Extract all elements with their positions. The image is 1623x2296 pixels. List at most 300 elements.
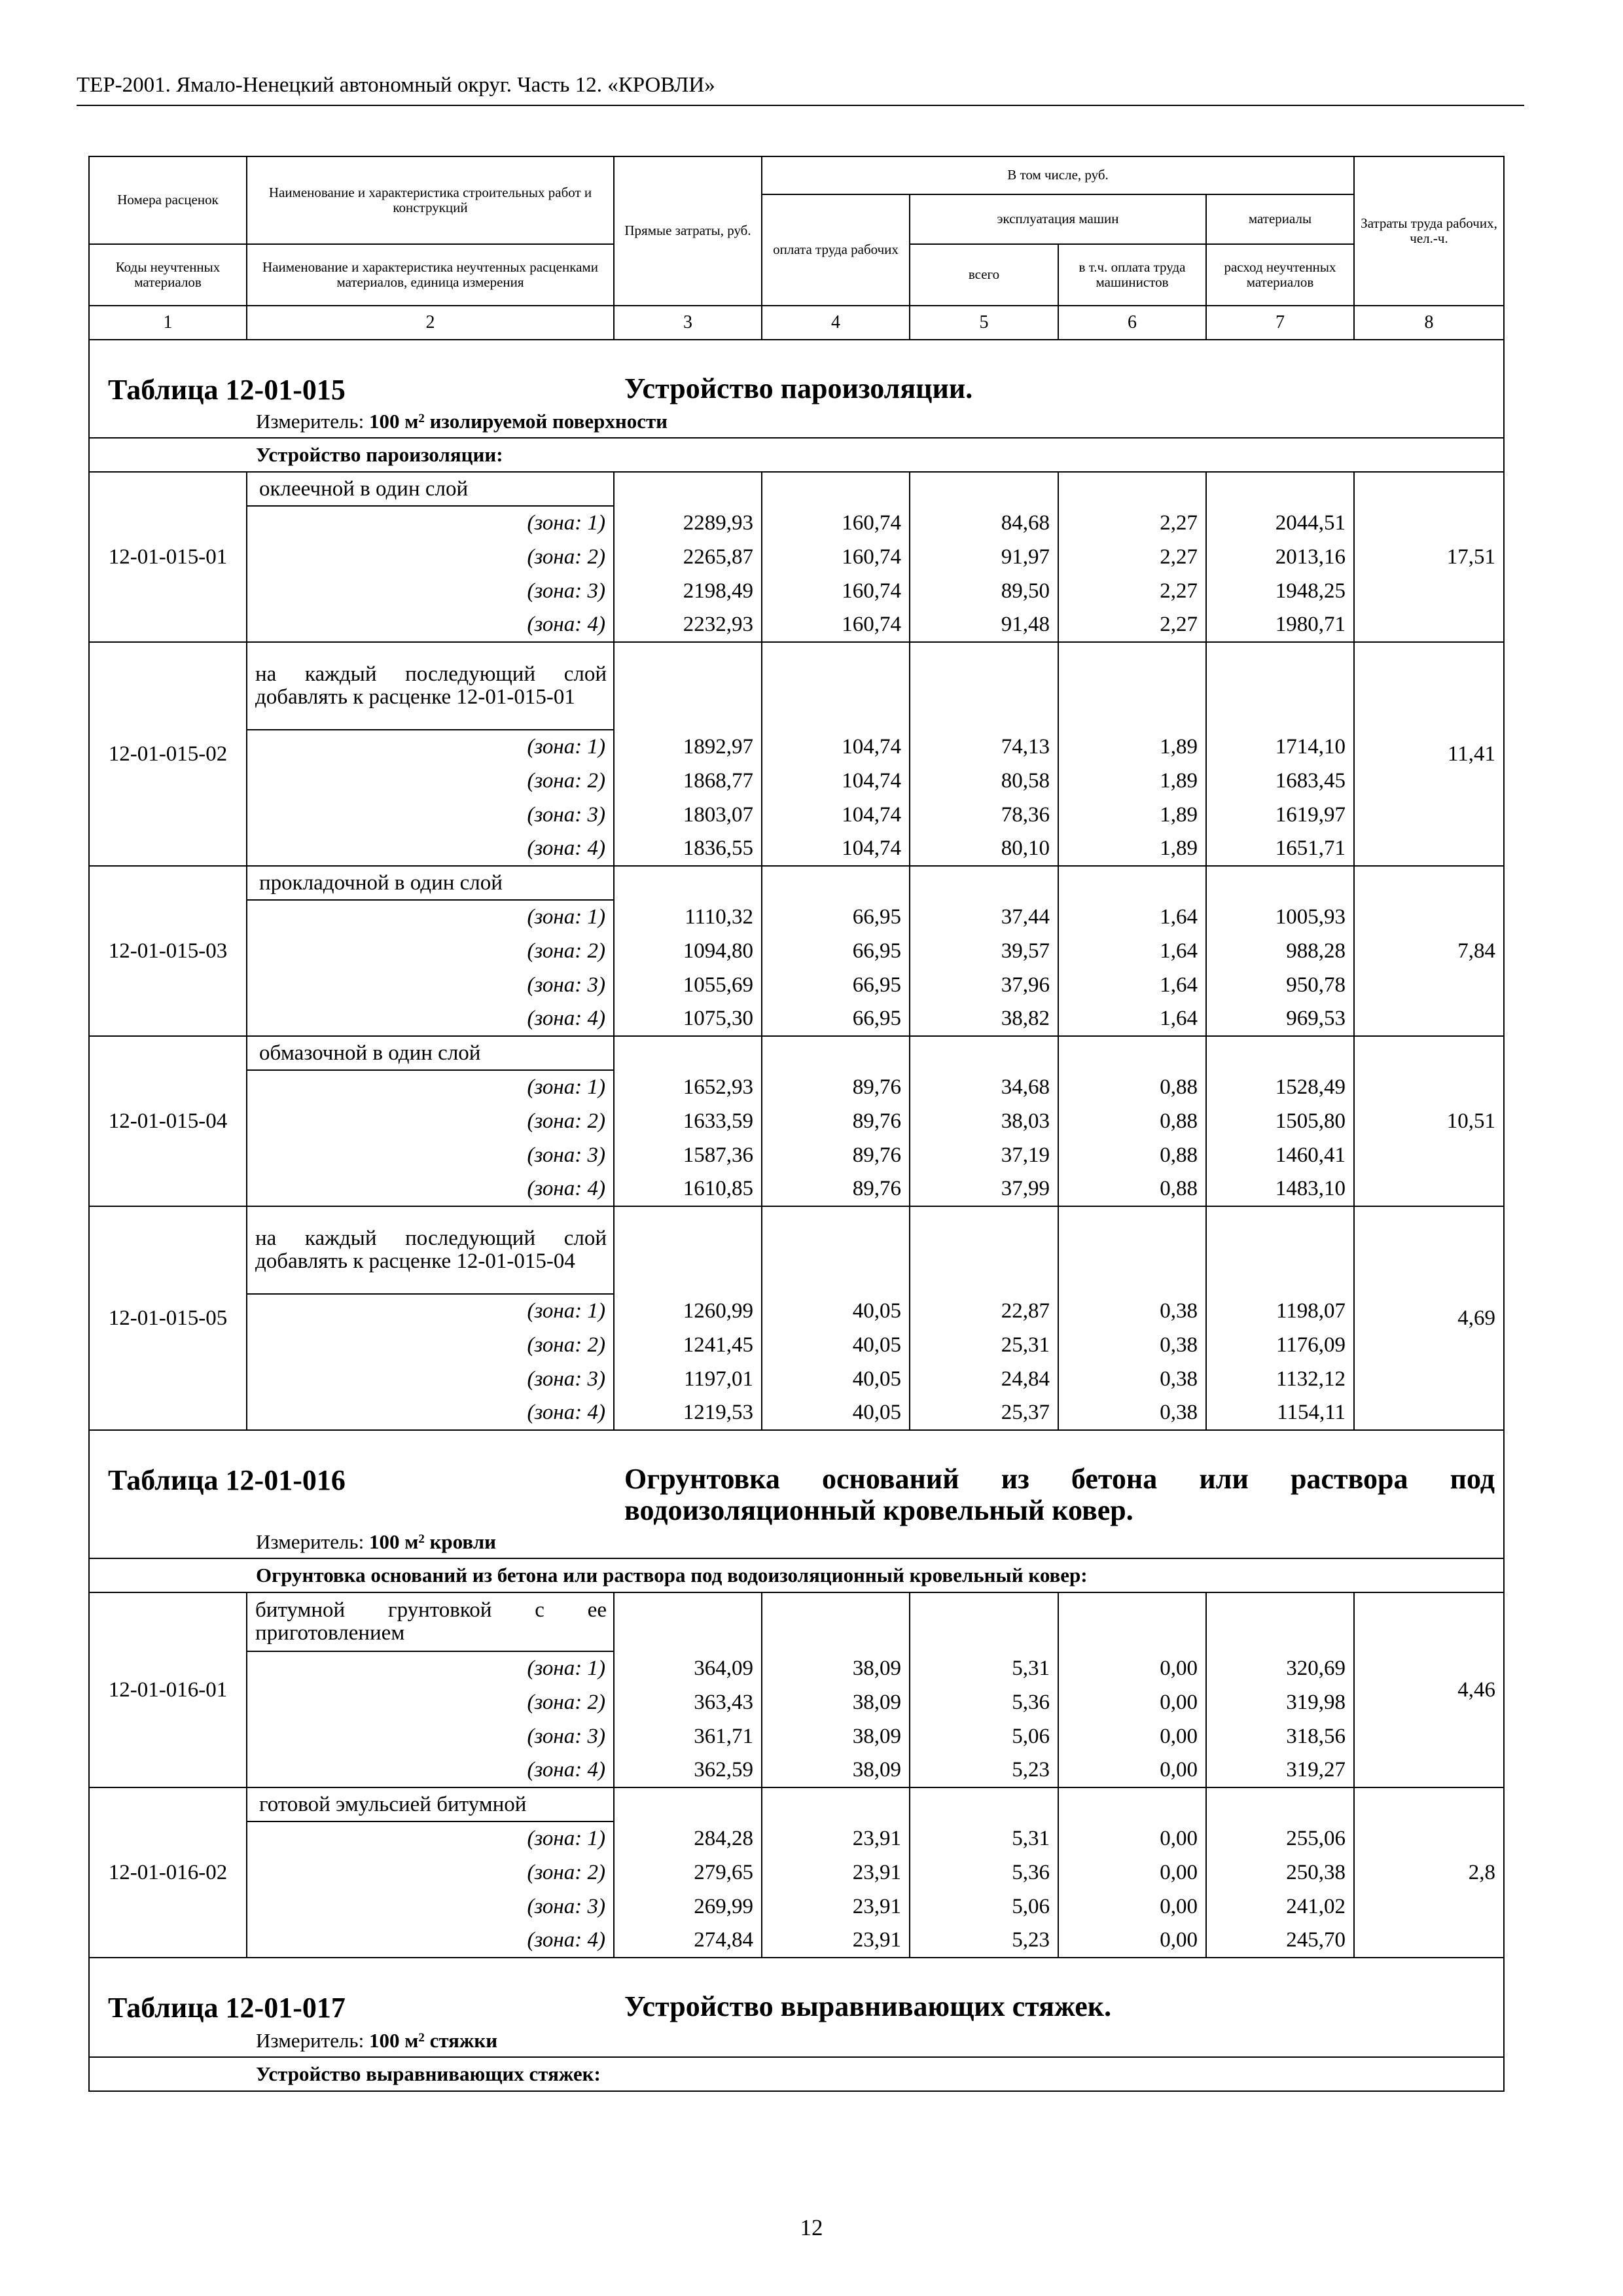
column-number: 3 — [614, 306, 762, 340]
direct-cost: 284,28 — [614, 1821, 762, 1856]
zone-label: (зона: 3) — [247, 1138, 614, 1172]
machines-total: 34,68 — [910, 1070, 1058, 1104]
table-row — [89, 1172, 1504, 1206]
machines-total: 5,36 — [910, 1856, 1058, 1890]
work-description: оклеечной в один слой — [247, 472, 614, 506]
table-unit — [256, 2029, 497, 2053]
header-labor-pay: оплата труда рабочих — [762, 194, 910, 306]
column-number: 2 — [247, 306, 614, 340]
direct-cost: 1110,32 — [614, 900, 762, 934]
materials: 320,69 — [1206, 1651, 1354, 1685]
direct-cost: 1055,69 — [614, 968, 762, 1002]
machines-labor-pay: 0,00 — [1058, 1856, 1206, 1890]
machines-total: 78,36 — [910, 798, 1058, 832]
table-title-block — [89, 1430, 1504, 1558]
zone-label: (зона: 3) — [247, 1719, 614, 1753]
labor-pay: 89,76 — [762, 1138, 910, 1172]
machines-total-cell — [910, 1036, 1058, 1070]
materials: 1528,49 — [1206, 1070, 1354, 1104]
machines-total: 25,37 — [910, 1396, 1058, 1430]
table-row — [89, 968, 1504, 1002]
machines-labor-pay: 0,88 — [1058, 1172, 1206, 1206]
zone-label: (зона: 2) — [247, 1685, 614, 1719]
unit-prefix: Измеритель: — [256, 2029, 365, 2052]
table-title: Огрунтовка оснований из бетона или раствора под водоизоляционный кровельный ковер. — [624, 1463, 1495, 1527]
labor-cost: 4,46 — [1354, 1592, 1504, 1787]
materials-cell — [1206, 1206, 1354, 1294]
labor-pay: 23,91 — [762, 1890, 910, 1924]
zone-label: (зона: 2) — [247, 1104, 614, 1138]
machines-total: 5,31 — [910, 1821, 1058, 1856]
materials: 1005,93 — [1206, 900, 1354, 934]
header-labor-cost: Затраты труда рабочих, чел.-ч. — [1354, 156, 1504, 306]
labor-pay: 38,09 — [762, 1685, 910, 1719]
direct-cost-cell — [614, 866, 762, 900]
column-number: 4 — [762, 306, 910, 340]
direct-cost-cell — [614, 472, 762, 506]
labor-pay: 40,05 — [762, 1328, 910, 1362]
materials: 255,06 — [1206, 1821, 1354, 1856]
labor-pay: 38,09 — [762, 1651, 910, 1685]
header-machines: эксплуатация машин — [910, 194, 1206, 244]
machines-total: 80,10 — [910, 832, 1058, 866]
header-materials: материалы — [1206, 194, 1354, 244]
materials: 1714,10 — [1206, 730, 1354, 764]
labor-pay-cell — [762, 472, 910, 506]
machines-total: 91,97 — [910, 540, 1058, 574]
labor-pay: 89,76 — [762, 1070, 910, 1104]
machines-total: 39,57 — [910, 934, 1058, 968]
direct-cost: 361,71 — [614, 1719, 762, 1753]
direct-cost-cell — [614, 1592, 762, 1651]
header-code-bottom: Коды неучтенных материалов — [89, 244, 247, 306]
materials: 969,53 — [1206, 1002, 1354, 1036]
machines-labor-pay: 1,89 — [1058, 764, 1206, 798]
table-row — [89, 1070, 1504, 1104]
materials: 318,56 — [1206, 1719, 1354, 1753]
machines-labor-pay: 0,00 — [1058, 1685, 1206, 1719]
labor-pay: 40,05 — [762, 1362, 910, 1396]
table-unit — [256, 1530, 496, 1554]
labor-cost: 11,41 — [1354, 642, 1504, 866]
table-row — [89, 1719, 1504, 1753]
labor-cost: 2,8 — [1354, 1787, 1504, 1958]
column-number: 8 — [1354, 306, 1504, 340]
direct-cost-cell — [614, 1036, 762, 1070]
table-row — [89, 1104, 1504, 1138]
rate-code: 12-01-015-01 — [89, 472, 247, 642]
machines-total: 91,48 — [910, 608, 1058, 642]
machines-labor-pay: 0,88 — [1058, 1070, 1206, 1104]
materials: 1176,09 — [1206, 1328, 1354, 1362]
zone-label: (зона: 4) — [247, 608, 614, 642]
machines-total: 5,06 — [910, 1719, 1058, 1753]
work-description: готовой эмульсией битумной — [247, 1787, 614, 1821]
unit-value: 100 м — [368, 2029, 419, 2052]
labor-pay: 38,09 — [762, 1719, 910, 1753]
direct-cost: 1587,36 — [614, 1138, 762, 1172]
zone-label: (зона: 1) — [247, 1651, 614, 1685]
machines-total-cell — [910, 1592, 1058, 1651]
table-row — [89, 642, 1504, 730]
machines-labor-pay: 0,88 — [1058, 1138, 1206, 1172]
table-row — [89, 1787, 1504, 1821]
table-row — [89, 1328, 1504, 1362]
machines-total: 22,87 — [910, 1294, 1058, 1328]
machines-labor-pay: 0,00 — [1058, 1651, 1206, 1685]
zone-label: (зона: 1) — [247, 1070, 614, 1104]
rate-code: 12-01-015-02 — [89, 642, 247, 866]
header-machines-labor: в т.ч. оплата труда машинистов — [1058, 244, 1206, 306]
machines-labor-pay: 1,64 — [1058, 900, 1206, 934]
page-header: ТЕР-2001. Ямало-Ненецкий автономный округ. Часть 12. «КРОВЛИ» — [77, 73, 715, 97]
machines-labor-pay: 0,00 — [1058, 1821, 1206, 1856]
machines-labor-pay: 1,89 — [1058, 730, 1206, 764]
direct-cost: 2289,93 — [614, 506, 762, 540]
header-materials-sub: расход неучтенных материалов — [1206, 244, 1354, 306]
labor-pay: 66,95 — [762, 968, 910, 1002]
machines-total: 38,82 — [910, 1002, 1058, 1036]
labor-pay: 104,74 — [762, 764, 910, 798]
table-row — [89, 472, 1504, 506]
table-row — [89, 1294, 1504, 1328]
materials: 1198,07 — [1206, 1294, 1354, 1328]
table-row — [89, 1362, 1504, 1396]
machines-total-cell — [910, 642, 1058, 730]
machines-total: 37,19 — [910, 1138, 1058, 1172]
direct-cost: 269,99 — [614, 1890, 762, 1924]
machines-total: 5,23 — [910, 1753, 1058, 1787]
labor-pay: 40,05 — [762, 1294, 910, 1328]
labor-pay: 23,91 — [762, 1821, 910, 1856]
zone-label: (зона: 2) — [247, 1856, 614, 1890]
zone-label: (зона: 1) — [247, 730, 614, 764]
zone-label: (зона: 3) — [247, 574, 614, 608]
machines-labor-pay: 0,38 — [1058, 1328, 1206, 1362]
materials-cell — [1206, 866, 1354, 900]
direct-cost: 279,65 — [614, 1856, 762, 1890]
work-description: на каждый последующий слой добавлять к расценке 12-01-015-01 — [247, 642, 614, 730]
direct-cost: 1836,55 — [614, 832, 762, 866]
header-machines-total: всего — [910, 244, 1058, 306]
direct-cost: 274,84 — [614, 1924, 762, 1958]
header-code-top: Номера расценок — [89, 156, 247, 244]
zone-label: (зона: 2) — [247, 764, 614, 798]
rate-code: 12-01-015-03 — [89, 866, 247, 1036]
machines-total: 37,96 — [910, 968, 1058, 1002]
materials: 1980,71 — [1206, 608, 1354, 642]
unit-value: 100 м — [368, 1530, 419, 1553]
section-heading: Огрунтовка оснований из бетона или раствора под водоизоляционный кровельный ковер: — [89, 1558, 1504, 1592]
materials-cell — [1206, 1036, 1354, 1070]
materials: 950,78 — [1206, 968, 1354, 1002]
unit-suffix: кровли — [429, 1530, 496, 1553]
table-label: Таблица 12-01-015 — [108, 374, 346, 406]
direct-cost: 1868,77 — [614, 764, 762, 798]
table-row — [89, 1890, 1504, 1924]
labor-pay: 89,76 — [762, 1104, 910, 1138]
machines-total: 89,50 — [910, 574, 1058, 608]
machines-labor-pay: 0,88 — [1058, 1104, 1206, 1138]
machines-total-cell — [910, 866, 1058, 900]
machines-total: 25,31 — [910, 1328, 1058, 1362]
header-rule — [77, 105, 1524, 106]
machines-labor-pay: 0,00 — [1058, 1753, 1206, 1787]
labor-pay-cell — [762, 1206, 910, 1294]
machines-labor-pay: 0,00 — [1058, 1890, 1206, 1924]
materials: 1154,11 — [1206, 1396, 1354, 1430]
labor-pay: 66,95 — [762, 1002, 910, 1036]
labor-pay: 160,74 — [762, 608, 910, 642]
table-row — [89, 832, 1504, 866]
machines-labor-pay: 0,00 — [1058, 1719, 1206, 1753]
labor-pay: 23,91 — [762, 1924, 910, 1958]
direct-cost: 362,59 — [614, 1753, 762, 1787]
direct-cost: 1197,01 — [614, 1362, 762, 1396]
materials-cell — [1206, 1787, 1354, 1821]
machines-labor-pay: 1,64 — [1058, 968, 1206, 1002]
zone-label: (зона: 4) — [247, 832, 614, 866]
table-title: Устройство пароизоляции. — [624, 372, 973, 404]
materials: 250,38 — [1206, 1856, 1354, 1890]
table-row — [89, 798, 1504, 832]
table-row — [89, 540, 1504, 574]
labor-pay: 160,74 — [762, 506, 910, 540]
labor-pay: 66,95 — [762, 934, 910, 968]
unit-prefix: Измеритель: — [256, 410, 365, 433]
table-title-block — [89, 340, 1504, 438]
machines-total: 37,44 — [910, 900, 1058, 934]
machines-total-cell — [910, 1206, 1058, 1294]
machines-labor-pay: 1,64 — [1058, 1002, 1206, 1036]
machines-total: 24,84 — [910, 1362, 1058, 1396]
zone-label: (зона: 4) — [247, 1002, 614, 1036]
zone-label: (зона: 3) — [247, 1890, 614, 1924]
zone-label: (зона: 2) — [247, 934, 614, 968]
zone-label: (зона: 1) — [247, 1821, 614, 1856]
header-direct-costs: Прямые затраты, руб. — [614, 156, 762, 306]
machines-total: 74,13 — [910, 730, 1058, 764]
unit-suffix: стяжки — [429, 2029, 498, 2052]
unit-superscript: 2 — [418, 412, 425, 425]
machines-labor-pay-cell — [1058, 1036, 1206, 1070]
machines-labor-pay: 2,27 — [1058, 540, 1206, 574]
labor-cost: 17,51 — [1354, 472, 1504, 642]
direct-cost: 1241,45 — [614, 1328, 762, 1362]
direct-cost-cell — [614, 642, 762, 730]
direct-cost: 364,09 — [614, 1651, 762, 1685]
table-row — [89, 900, 1504, 934]
machines-total: 5,06 — [910, 1890, 1058, 1924]
page-number: 12 — [800, 2215, 823, 2240]
unit-superscript: 2 — [418, 1532, 425, 1546]
table-row — [89, 730, 1504, 764]
header-including: В том числе, руб. — [762, 156, 1354, 194]
materials: 1505,80 — [1206, 1104, 1354, 1138]
direct-cost: 2198,49 — [614, 574, 762, 608]
machines-total: 37,99 — [910, 1172, 1058, 1206]
labor-pay: 66,95 — [762, 900, 910, 934]
zone-label: (зона: 1) — [247, 506, 614, 540]
machines-labor-pay-cell — [1058, 1206, 1206, 1294]
direct-cost: 1610,85 — [614, 1172, 762, 1206]
machines-labor-pay-cell — [1058, 472, 1206, 506]
direct-cost-cell — [614, 1206, 762, 1294]
labor-pay: 160,74 — [762, 540, 910, 574]
labor-pay: 104,74 — [762, 832, 910, 866]
section-heading: Устройство выравнивающих стяжек: — [89, 2057, 1504, 2091]
zone-label: (зона: 2) — [247, 1328, 614, 1362]
zone-label: (зона: 4) — [247, 1753, 614, 1787]
unit-superscript: 2 — [418, 2031, 425, 2045]
section-heading: Устройство пароизоляции: — [89, 438, 1504, 472]
rate-code: 12-01-016-01 — [89, 1592, 247, 1787]
materials: 1483,10 — [1206, 1172, 1354, 1206]
table-row — [89, 1206, 1504, 1294]
table-row — [89, 1856, 1504, 1890]
direct-cost: 2232,93 — [614, 608, 762, 642]
labor-pay: 23,91 — [762, 1856, 910, 1890]
machines-labor-pay: 1,64 — [1058, 934, 1206, 968]
rate-code: 12-01-015-05 — [89, 1206, 247, 1430]
table-title: Устройство выравнивающих стяжек. — [624, 1990, 1112, 2022]
direct-cost: 1803,07 — [614, 798, 762, 832]
table-row — [89, 1685, 1504, 1719]
table-row — [89, 1651, 1504, 1685]
materials-cell — [1206, 472, 1354, 506]
labor-pay: 104,74 — [762, 730, 910, 764]
unit-prefix: Измеритель: — [256, 1530, 365, 1553]
machines-labor-pay-cell — [1058, 1592, 1206, 1651]
table-label: Таблица 12-01-016 — [108, 1464, 346, 1496]
table-row — [89, 866, 1504, 900]
machines-labor-pay: 1,89 — [1058, 832, 1206, 866]
materials: 1460,41 — [1206, 1138, 1354, 1172]
zone-label: (зона: 3) — [247, 968, 614, 1002]
zone-label: (зона: 4) — [247, 1172, 614, 1206]
direct-cost: 1260,99 — [614, 1294, 762, 1328]
direct-cost: 1892,97 — [614, 730, 762, 764]
zone-label: (зона: 2) — [247, 540, 614, 574]
machines-total-cell — [910, 472, 1058, 506]
table-row — [89, 1592, 1504, 1651]
zone-label: (зона: 4) — [247, 1924, 614, 1958]
table-row — [89, 1036, 1504, 1070]
labor-pay-cell — [762, 1036, 910, 1070]
header-name-top: Наименование и характеристика строительных работ и конструкций — [247, 156, 614, 244]
table-title-block — [89, 1958, 1504, 2057]
table-label: Таблица 12-01-017 — [108, 1992, 346, 2024]
machines-total: 5,31 — [910, 1651, 1058, 1685]
materials: 245,70 — [1206, 1924, 1354, 1958]
machines-labor-pay: 1,89 — [1058, 798, 1206, 832]
table-row — [89, 1396, 1504, 1430]
direct-cost: 1094,80 — [614, 934, 762, 968]
table-unit — [256, 410, 668, 433]
direct-cost: 363,43 — [614, 1685, 762, 1719]
materials: 1619,97 — [1206, 798, 1354, 832]
materials: 319,27 — [1206, 1753, 1354, 1787]
machines-labor-pay: 0,38 — [1058, 1294, 1206, 1328]
unit-suffix: изолируемой поверхности — [429, 410, 668, 433]
table-row — [89, 506, 1504, 540]
direct-cost: 1633,59 — [614, 1104, 762, 1138]
table-row — [89, 608, 1504, 642]
column-number: 1 — [89, 306, 247, 340]
labor-pay-cell — [762, 642, 910, 730]
materials: 1132,12 — [1206, 1362, 1354, 1396]
machines-total: 84,68 — [910, 506, 1058, 540]
labor-cost: 10,51 — [1354, 1036, 1504, 1206]
materials-cell — [1206, 1592, 1354, 1651]
price-table — [88, 156, 1505, 2092]
direct-cost-cell — [614, 1787, 762, 1821]
rate-code: 12-01-015-04 — [89, 1036, 247, 1206]
machines-total: 38,03 — [910, 1104, 1058, 1138]
machines-labor-pay: 0,38 — [1058, 1362, 1206, 1396]
unit-value: 100 м — [368, 410, 419, 433]
work-description: битумной грунтовкой с ее приготовлением — [247, 1592, 614, 1651]
machines-labor-pay: 0,38 — [1058, 1396, 1206, 1430]
machines-total-cell — [910, 1787, 1058, 1821]
work-description: обмазочной в один слой — [247, 1036, 614, 1070]
labor-pay: 89,76 — [762, 1172, 910, 1206]
table-row — [89, 1821, 1504, 1856]
column-number: 6 — [1058, 306, 1206, 340]
machines-total: 80,58 — [910, 764, 1058, 798]
materials: 2044,51 — [1206, 506, 1354, 540]
materials: 1651,71 — [1206, 832, 1354, 866]
labor-pay-cell — [762, 1787, 910, 1821]
table-row — [89, 764, 1504, 798]
work-description: прокладочной в один слой — [247, 866, 614, 900]
machines-labor-pay: 0,00 — [1058, 1924, 1206, 1958]
materials: 1683,45 — [1206, 764, 1354, 798]
table-row — [89, 934, 1504, 968]
direct-cost: 2265,87 — [614, 540, 762, 574]
direct-cost: 1219,53 — [614, 1396, 762, 1430]
machines-labor-pay-cell — [1058, 866, 1206, 900]
labor-pay: 38,09 — [762, 1753, 910, 1787]
labor-pay: 104,74 — [762, 798, 910, 832]
table-row — [89, 574, 1504, 608]
rate-code: 12-01-016-02 — [89, 1787, 247, 1958]
table-row — [89, 1002, 1504, 1036]
materials: 1948,25 — [1206, 574, 1354, 608]
labor-cost: 7,84 — [1354, 866, 1504, 1036]
machines-labor-pay: 2,27 — [1058, 574, 1206, 608]
labor-pay: 40,05 — [762, 1396, 910, 1430]
machines-labor-pay-cell — [1058, 1787, 1206, 1821]
materials: 988,28 — [1206, 934, 1354, 968]
labor-pay-cell — [762, 866, 910, 900]
materials: 2013,16 — [1206, 540, 1354, 574]
materials: 319,98 — [1206, 1685, 1354, 1719]
labor-pay: 160,74 — [762, 574, 910, 608]
direct-cost: 1075,30 — [614, 1002, 762, 1036]
zone-label: (зона: 3) — [247, 1362, 614, 1396]
machines-total: 5,23 — [910, 1924, 1058, 1958]
column-number: 7 — [1206, 306, 1354, 340]
labor-cost: 4,69 — [1354, 1206, 1504, 1430]
work-description: на каждый последующий слой добавлять к расценке 12-01-015-04 — [247, 1206, 614, 1294]
table-row — [89, 1138, 1504, 1172]
zone-label: (зона: 1) — [247, 1294, 614, 1328]
header-name-bottom: Наименование и характеристика неучтенных расценками материалов, единица измерения — [247, 244, 614, 306]
column-number: 5 — [910, 306, 1058, 340]
direct-cost: 1652,93 — [614, 1070, 762, 1104]
table-row — [89, 1753, 1504, 1787]
